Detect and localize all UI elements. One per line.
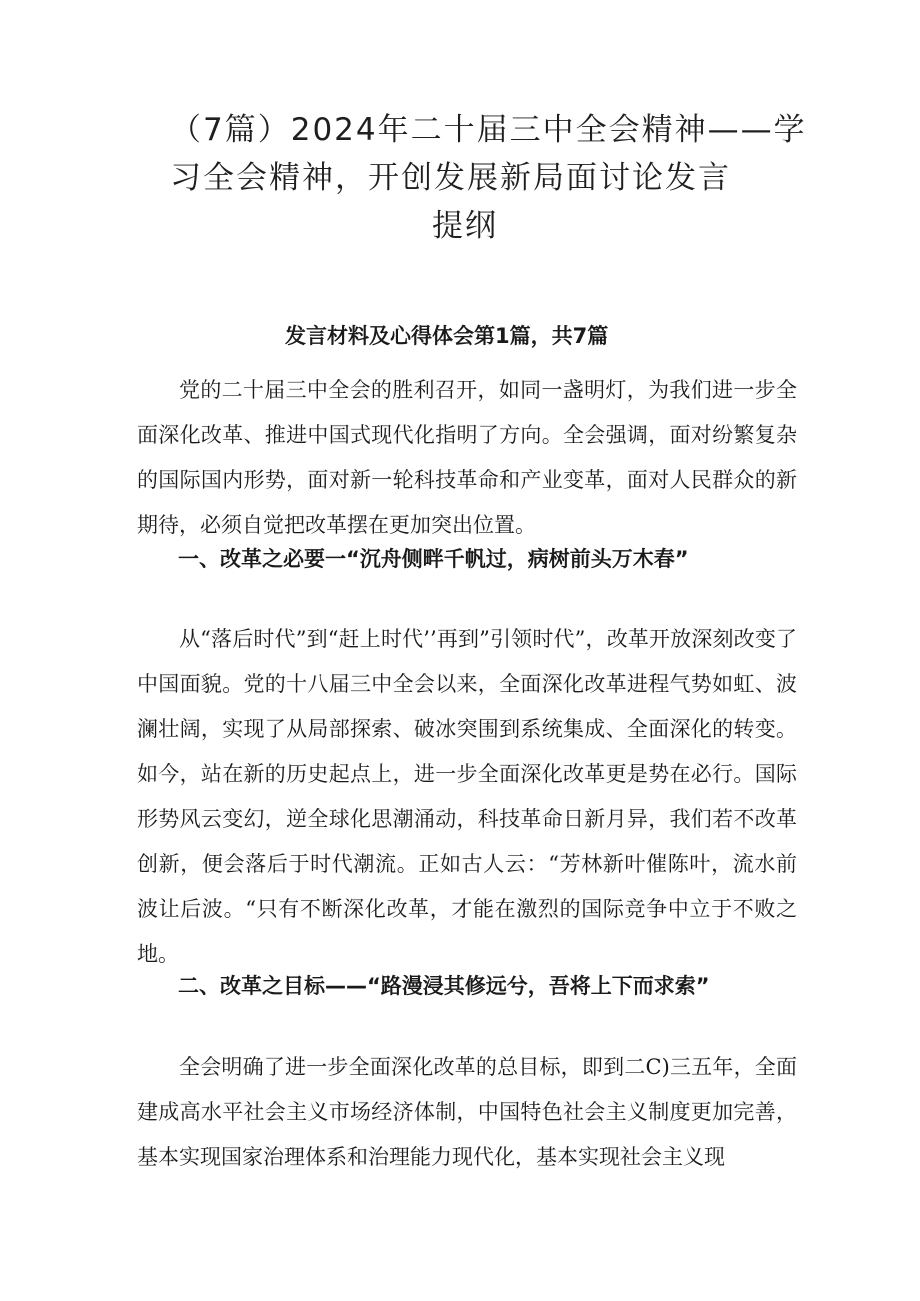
title-line-3: 提纲 [432, 208, 498, 244]
section-heading-2: 二、改革之目标——“路漫浸其修远兮，吾将上下而求索” [178, 974, 710, 998]
title-line-1: （7篇）2024年二十届三中全会精神——学 [170, 112, 807, 148]
paragraph-intro: 党的二十届三中全会的胜利召开，如同一盏明灯，为我们进一步全面深化改革、推进中国式现代化指明了方向。全会强调，面对纷繁复杂的国际国内形势，面对新一轮科技革命和产业变革，面对人民群众的新期待，必须自觉把改革摆在更加突出位置。 [137, 378, 797, 537]
section-heading-1: 一、改革之必要一“沉舟侧畔千帆过，病树前头万木春” [178, 547, 689, 571]
document-title [170, 106, 807, 250]
title-line-2: 习全会精神，开创发展新局面讨论发言 [170, 160, 731, 196]
paragraph-section-2: 全会明确了进一步全面深化改革的总目标，即到二C)三五年，全面建成高水平社会主义市场经济体制，中国特色社会主义制度更加完善，基本实现国家治理体系和治理能力现代化，基本实现社会主义现 [137, 1055, 797, 1169]
document-subtitle: 发言材料及心得体会第1篇，共7篇 [285, 324, 609, 348]
paragraph-section-1: 从“落后时代”到“赶上时代’’再到”引领时代”，改革开放深刻改变了中国面貌。党的十八届三中全会以来，全面深化改革进程气势如虹、波澜壮阔，实现了从局部探索、破冰突围到系统集成、全面深化的转变。如今，站在新的历史起点上，进一步全面深化改革更是势在必行。国际形势风云变幻，逆全球化思潮涌动，科技革命日新月异，我们若不改革创新，便会落后于时代潮流。正如古人云：“芳林新叶催陈叶，流水前波让后波。“只有不断深化改革，才能在激烈的国际竞争中立于不败之地。 [137, 627, 797, 966]
